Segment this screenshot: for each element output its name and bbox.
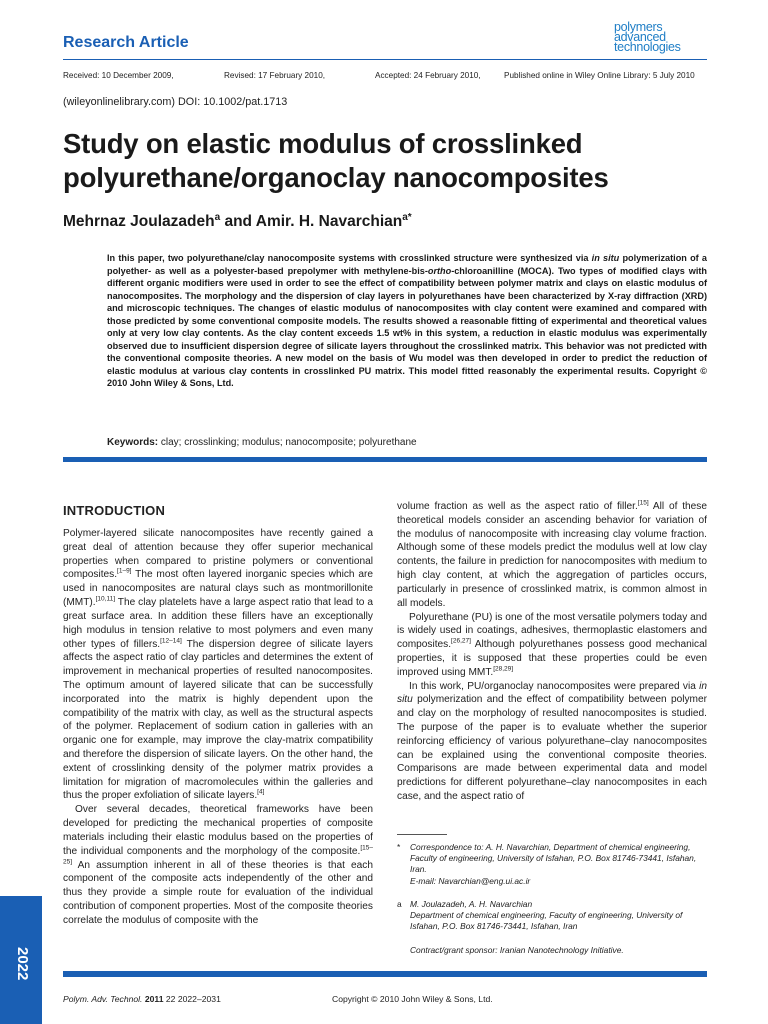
text-run: The clay platelets have a large aspect ratio that lead to a great surface area. In addition these fillers have an exceptionally high modulus in tension relative to most polymers and even many other types of fillers. — [63, 597, 373, 650]
citation: [4] — [257, 789, 265, 797]
text-run: The dispersion degree of silicate layers affects the aspect ratio of clay particles and determines the extent of improvement in mechanical properties of resulted nanocomposites. The optimum amount of layered silicate that can be successfully incorporated into the matrix is highly dependent upon the compatibility of the matrix with clay, as well as the structural aspects of the polymer. Replacement of sodium cation in galleries with an organic one for example, may improve the clay-matrix compatibility and therefore the dispersion of silicate layers. On the other hand, the extent of crosslinking density of the polymer matrix provides a limitation for migration of macromolecules within the galleries and thus the proper exfoliation of silicate layers. — [63, 638, 373, 802]
journal-name: Polym. Adv. Technol. — [63, 994, 143, 1004]
footer-copyright: Copyright © 2010 John Wiley & Sons, Ltd. — [332, 994, 493, 1004]
citation: [12–14] — [160, 637, 182, 645]
left-column — [63, 504, 373, 928]
text-run: An assumption inherent in all of these theories is that each component of the composite acts independently of the other and thus they provide a simple route for evaluation of the individual contribution of component properties. Most of the composite theories correlate the modulus of composite with the — [63, 859, 373, 926]
affiliation-footnote — [397, 899, 707, 933]
footer-bar — [63, 971, 707, 977]
text-run: Polyurethane (PU) is one of the most versatile polymers today and is widely used in coatings, adhesives, thermoplastic elastomers and composites. — [397, 611, 707, 651]
published-date: Published online in Wiley Online Library: 5 July 2010 — [504, 71, 695, 80]
abstract — [107, 252, 707, 390]
logo-line-3: technologies — [614, 40, 681, 54]
introduction-heading: INTRODUCTION — [63, 503, 166, 518]
journal-logo — [614, 22, 710, 52]
intro-paragraph-5 — [397, 680, 707, 804]
header-rule — [63, 59, 707, 60]
keywords — [107, 437, 417, 448]
logo-line-1: polymers — [614, 20, 663, 34]
authors-line — [63, 213, 412, 231]
received-date: Received: 10 December 2009, — [63, 71, 174, 80]
journal-citation — [63, 994, 221, 1004]
citation: [1–9] — [117, 568, 132, 576]
text-run: Although polyurethanes possess good mechanical properties, it is supposed that these properties could be even improved using MMT. — [397, 639, 707, 678]
intro-paragraph-3 — [397, 500, 707, 611]
title-line-1: Study on elastic modulus of crosslinked — [63, 128, 583, 159]
abstract-text-2: polymerization of a polyether- as well as a polyester-based prepolymer with methylene-bis- — [107, 253, 707, 276]
text-run: In this work, PU/organoclay nanocomposites were prepared via — [409, 680, 700, 692]
grant-footnote — [397, 945, 707, 956]
correspondence-email: E-mail: Navarchian@eng.ui.ac.ir — [410, 875, 531, 886]
text-run: Polymer-layered silicate nanocomposites have recently gained a great deal of attention because they offer superior mechanical properties when compared to pristine polymers or conventional composites. — [63, 528, 373, 581]
intro-paragraph-4 — [397, 611, 707, 680]
affiliation-department: Department of chemical engineering, Faculty of engineering, University of Isfahan, P.O. Box 81746-73441, Isfahan, Iran — [410, 910, 683, 932]
abstract-text-1: In this paper, two polyurethane/clay nanocomposite systems with crosslinked structure were synthesized via — [107, 253, 592, 263]
author-2: Amir. H. Navarchian — [255, 213, 403, 230]
text-run: volume fraction as well as the aspect ratio of filler. — [397, 501, 638, 512]
author-2-affiliation: a* — [402, 211, 412, 223]
text-run: polymerization and the effect of compatibility between polymer and clay on the morphology of resulted nanocomposites is studied. The purpose of the paper is to evaluate whether the superior reinforcing efficiency of various polyurethane–clay nanocomposites can be explained using the conventional composite theories. Comparisons are made between experimental data and model predictions for different polyurethane–clay nanocomposites in each case, and the aspect ratio of — [397, 694, 707, 803]
citation: [10,11] — [95, 595, 116, 603]
citation: [28,29] — [493, 665, 514, 673]
correspondence-footnote — [397, 842, 707, 887]
correspondence-text: Correspondence to: A. H. Navarchian, Department of chemical engineering, Faculty of engineering, University of Isfahan, P.O. Box 81746-73441, Isfahan, Iran. — [410, 842, 697, 875]
title-line-2: polyurethane/organoclay nanocomposites — [63, 162, 609, 193]
footnote-marker: a — [397, 899, 402, 909]
article-type-label: Research Article — [63, 34, 189, 51]
revised-date: Revised: 17 February 2010, — [224, 71, 326, 80]
affiliation-authors: M. Joulazadeh, A. H. Navarchian — [410, 899, 533, 909]
journal-year: 2011 — [144, 994, 164, 1004]
right-column — [397, 500, 707, 804]
citation: [15–25] — [63, 844, 373, 866]
footnote-marker: * — [397, 842, 401, 852]
author-1-affiliation: a — [214, 211, 221, 223]
citation: [15] — [637, 499, 649, 507]
text-run: Over several decades, theoretical frameworks have been developed for predicting the mechanical properties of composite materials including their elastic modulus based on the properties of the individual components and the morphology of the composite. — [63, 804, 373, 857]
text-run: All of these theoretical models consider an ascending behavior for variation of the modulus of nanocomposite with increasing clay volume fraction. Although some of these models predict the modulus well at low clay contents, the failure in prediction for nanocomposites with medium to high clay content, at which the aggregation of particles occurs, particularly in presence of crosslinked matrix, is common almost in all models. — [397, 501, 707, 609]
grant-text: Contract/grant sponsor: Iranian Nanotechnology Initiative. — [410, 945, 624, 955]
italic-run: in situ — [397, 680, 707, 706]
intro-paragraph-1 — [63, 527, 373, 803]
accepted-date: Accepted: 24 February 2010, — [375, 71, 481, 80]
abstract-italic-1: in situ — [591, 253, 620, 263]
page-number: 2022 — [14, 947, 31, 981]
abstract-divider-bar — [63, 457, 707, 462]
citation: [26,27] — [451, 637, 471, 645]
keywords-label: Keywords: — [107, 437, 159, 448]
footnote-rule — [397, 834, 447, 835]
authors-conjunction: and — [220, 213, 256, 230]
article-title — [63, 127, 713, 195]
abstract-text-3: -chloroanilline (MOCA). Two types of modified clays with different organic modifiers were used in order to see the effect of compatibility between polymer matrix and clays on elastic modulus of nanocomposites. The morphology and the dispersion of clay layers in polyurethanes have been characterized by X-ray diffraction (XRD) and microscopic techniques. The changes of elastic modulus of nanocomposites with clay content were examined and compared with those predicted by some conventional composite models. The results showed a reasonable fitting of experimental and theoretical values only at very low clay contents. As the clay content exceeds 1.5 wt% in this system, a reduction in elastic modulus was experimentally observed due to insufficient dispersion degree of silicate layers throughout the crosslinked matrix. This behavior was not predicted with the conventional composite theories. A new model on the basis of Wu model was then developed in order to predict the reduction of elastic modulus at various clay contents in crosslinked PU matrix. This model fitted reasonably the experimental results. Copyright © 2010 John Wiley & Sons, Ltd. — [107, 265, 707, 389]
logo-line-2: advanced — [614, 30, 666, 44]
author-1: Mehrnaz Joulazadeh — [63, 213, 215, 230]
keywords-list: clay; crosslinking; modulus; nanocomposite; polyurethane — [158, 437, 417, 448]
intro-paragraph-2 — [63, 803, 373, 927]
doi-line: (wileyonlinelibrary.com) DOI: 10.1002/pat.1713 — [63, 96, 288, 108]
text-run: The most often layered inorganic species which are used in nanocomposites are natural clays such as montmorillonite (MMT). — [63, 569, 373, 609]
abstract-italic-2: ortho — [427, 265, 452, 276]
journal-issue: 22 2022–2031 — [165, 994, 221, 1004]
